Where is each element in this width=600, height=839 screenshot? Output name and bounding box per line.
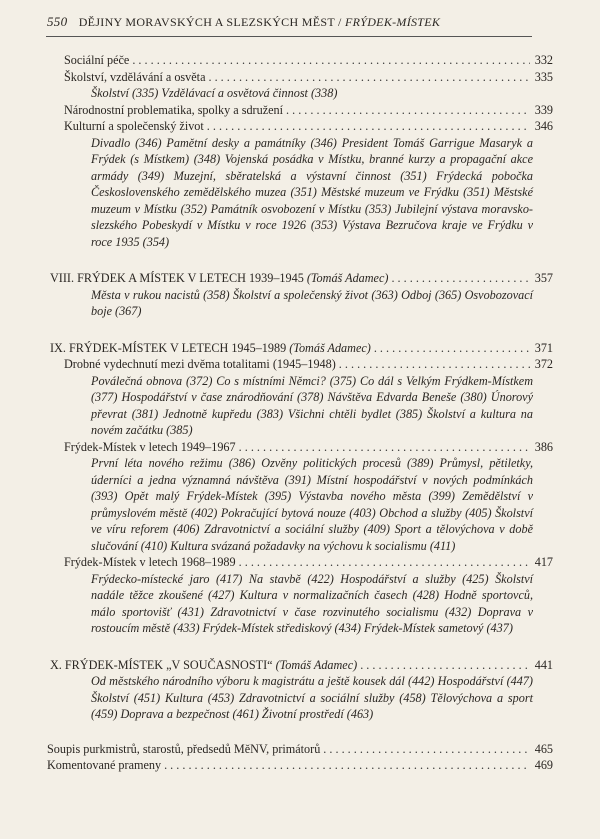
page-ref: 469 (534, 758, 553, 772)
page-ref: 339 (534, 102, 553, 117)
toc-entry-1968-1989[interactable]: Frýdek-Místek v letech 1968–1989 . . . 417 (47, 554, 553, 571)
page-ref: 346 (534, 119, 553, 133)
toc-entry-1945-1948[interactable]: Drobné vydechnutí mezi dvěma totalitami (1945–1948) . . . 372 (47, 356, 553, 373)
toc-subtopics: Od městského národního výboru k magistrátu a ještě kousek dál (442) Hospodářství (447) Školství (451) Kultura (453) Zdravotnictví a sociální služby (458) Tělovýchova a sport (459) Doprava a bezpečnost (461) Životní prostředí (463) (91, 674, 533, 721)
chapter-author: (Tomáš Adamec) (289, 340, 371, 355)
page-ref: 465 (534, 741, 553, 756)
page-ref: 335 (534, 69, 553, 84)
toc-entry-school[interactable]: Školství, vzdělávání a osvěta . . . 335 (47, 69, 553, 86)
toc-entry-culture[interactable]: Kulturní a společenský život . . . 346 (47, 118, 553, 135)
page-ref: 441 (534, 657, 553, 672)
toc-entry-mayors[interactable]: Soupis purkmistrů, starostů, předsedů MěNV, primátorů . . . 465 (47, 741, 553, 758)
toc-subtopics: Divadlo (346) Pamětní desky a památníky (346) President Tomáš Garrigue Masaryk a Frýdek (s Místkem) (348) Vojenská posádka v Místku, branné kurzy a propagační akce armády (349) Muzejní, sběratelská a výstavní činnost (351) Frýdecká pobočka Československého zemědělského muzea (351) Městské muzeum ve Frýdku (351) Městské muzeum v Místku (352) Památník osvobození v Místku (353) Jubilejní výstava moravsko-slezského Pobeskydí v Místku v roce 1926 (353) Výstava Bezručova kraje ve Frýdku v roce 1935 (354) (91, 135, 533, 249)
toc-entry-social[interactable]: Sociální péče . . . 332 (47, 52, 553, 69)
toc-chapter-9[interactable]: IX. FRÝDEK-MÍSTEK V LETECH 1945–1989 (Tomáš Adamec) . . . 371 (47, 340, 553, 357)
toc-chapter-8[interactable]: VIII. FRÝDEK A MÍSTEK V LETECH 1939–1945 (Tomáš Adamec) . . . 357 (47, 270, 553, 287)
toc-subtopics: Poválečná obnova (372) Co s místními Němci? (375) Co dál s Velkým Frýdkem-Místkem (377) Hospodářství v čase znárodňování (378) Návštěva Edvarda Beneše (380) Únorový převrat (381) Jednotně kupředu (383) Všichni chtěli bydlet (385) Školství a kultura na novém začátku (385) (91, 373, 533, 437)
page-ref: 372 (534, 357, 553, 371)
toc-subtopics: První léta nového režimu (386) Ozvěny politických procesů (389) Průmysl, pětiletky, úderníci a jedna významná návštěva (391) Místní hospodářství v nových podmínkách (393) Opět malý Frýdek-Místek (395) Výstavba nového města (399) Zemědělství v průmyslovém městě (402) Pokračující bytová nouze (403) Obchod a služby (405) Školství ve víru reforem (406) Zdravotnictví a sociální služby (409) Sport a tělovýchova v době slučování (410) Kultura svázaná požadavky na výchovu k socialismu (411) (91, 456, 533, 553)
toc-subtopics: Frýdecko-místecké jaro (417) Na stavbě (422) Hospodářství a služby (425) Školství nadále těžce zkoušené (427) Kultura v normalizačních časech (428) Hodně sportovců, málo sportovišť (431) Zdravotnictví v čase rozvinutého socialismu (432) Doprava v rostoucím městě (433) Frýdek-Místek střediskový (434) Frýdek-Místek sametový (437) (91, 571, 533, 635)
page-ref: 357 (534, 271, 553, 285)
page-ref: 371 (534, 340, 553, 355)
header-rule (46, 36, 532, 37)
toc-subtopics: Školství (335) Vzdělávací a osvětová činnost (338) (91, 86, 338, 100)
table-of-contents (47, 52, 553, 774)
toc-entry-sources[interactable]: Komentované prameny . . . 469 (47, 757, 553, 774)
toc-entry-1949-1967[interactable]: Frýdek-Místek v letech 1949–1967 . . . 386 (47, 439, 553, 456)
page-ref: 417 (534, 555, 553, 569)
toc-entry-national[interactable]: Národnostní problematika, spolky a sdružení . . . 339 (47, 102, 553, 119)
running-header (47, 15, 527, 29)
chapter-author: (Tomáš Adamec) (306, 271, 389, 285)
page-ref: 386 (534, 439, 553, 454)
toc-chapter-10[interactable]: X. FRÝDEK-MÍSTEK „V SOUČASNOSTI“ (Tomáš Adamec) . . . 441 (47, 657, 553, 674)
book-title: DĚJINY MORAVSKÝCH A SLEZSKÝCH MĚST / (78, 15, 342, 29)
toc-subtopics: Města v rukou nacistů (358) Školství a společenský život (363) Odboj (365) Osvobozovací boje (367) (91, 287, 533, 318)
page-ref: 332 (534, 53, 553, 67)
chapter-author: (Tomáš Adamec) (275, 657, 358, 672)
page-number: 550 (47, 14, 68, 29)
section-title: FRÝDEK-MÍSTEK (344, 15, 441, 29)
